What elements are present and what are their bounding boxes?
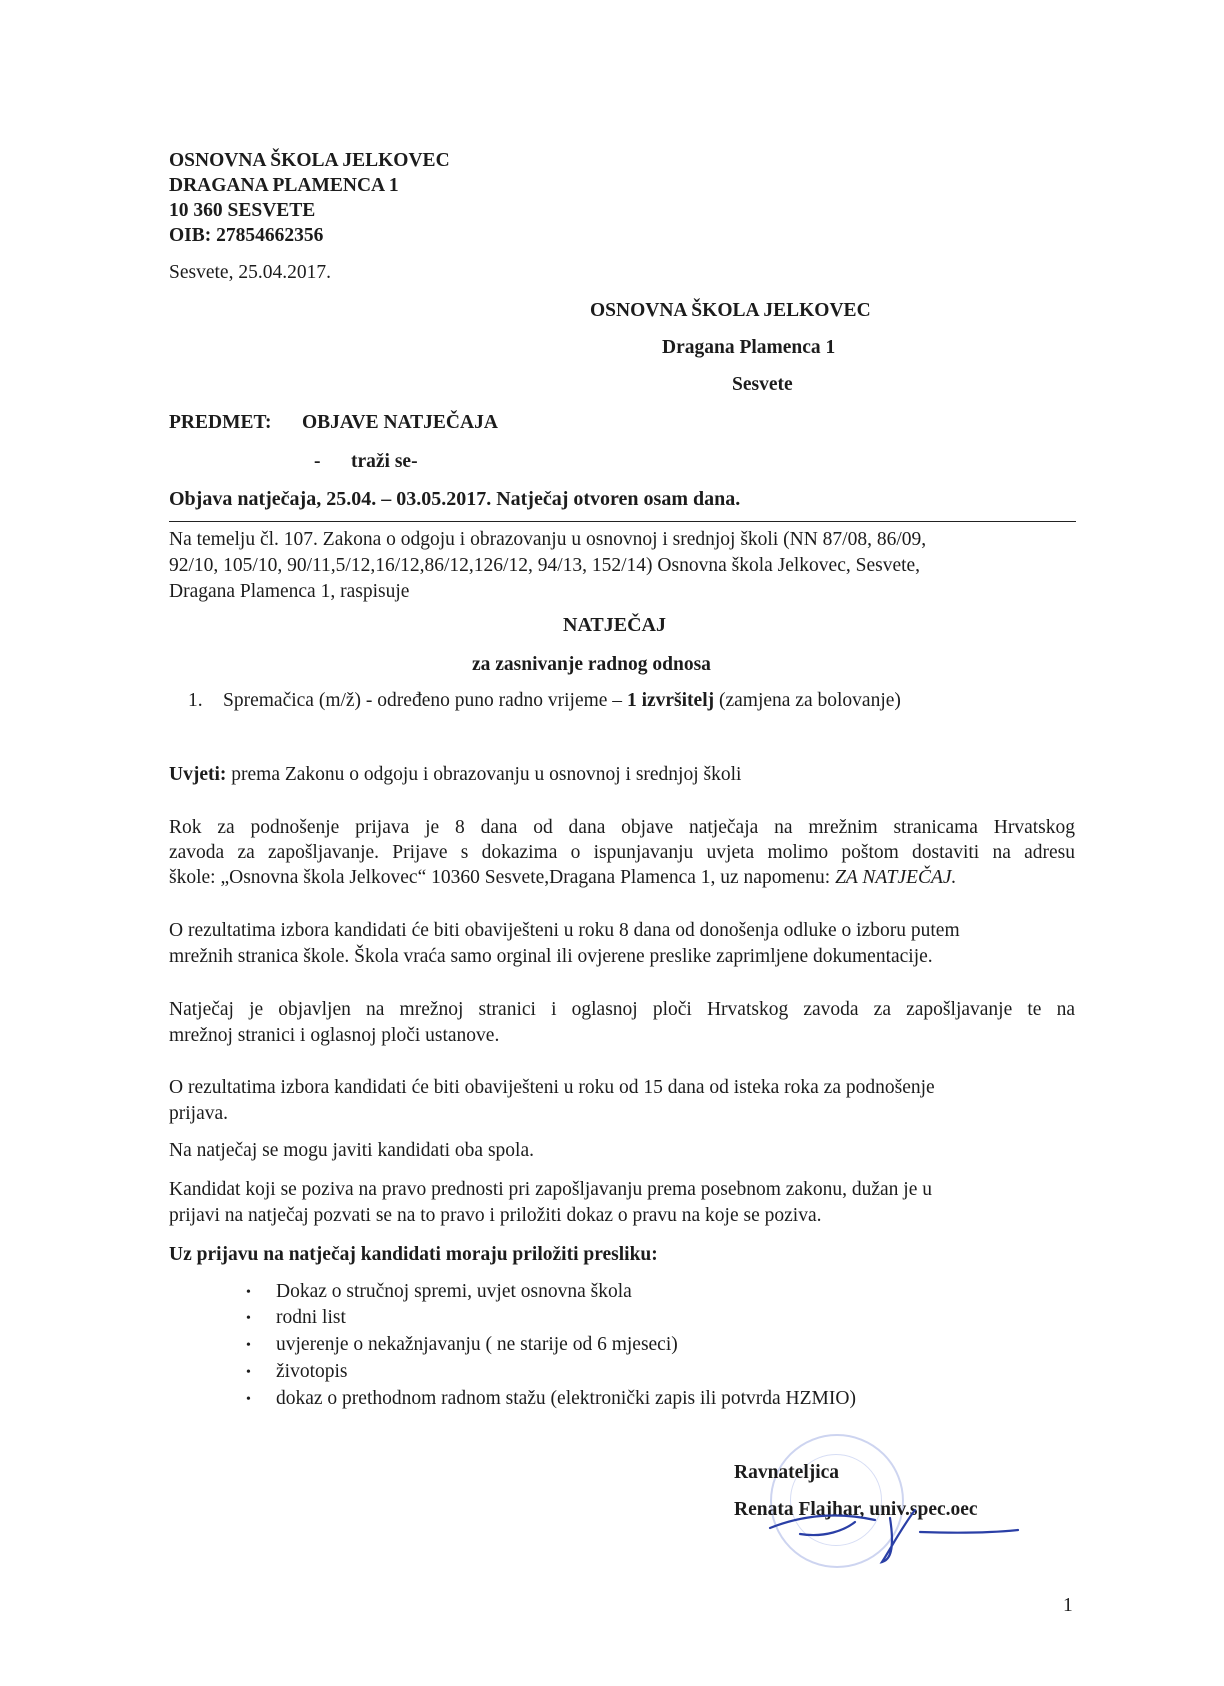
results2-line-1: O rezultatima izbora kandidati će biti obaviješteni u roku od 15 dana od isteka roka za podnošenje — [169, 1077, 935, 1098]
signature-name: Renata Flajhar, univ.spec.oec — [734, 1499, 978, 1520]
gender-note: Na natječaj se mogu javiti kandidati oba spola. — [169, 1140, 534, 1161]
subject-sub: traži se- — [351, 451, 418, 472]
sender-street: DRAGANA PLAMENCA 1 — [169, 175, 399, 196]
conditions-label: Uvjeti: — [169, 764, 227, 785]
list-item: Dokaz o stručnoj spremi, uvjet osnovna škola — [276, 1281, 632, 1302]
position-item — [223, 690, 901, 712]
announcement: Objava natječaja, 25.04. – 03.05.2017. Natječaj otvoren osam dana. — [169, 488, 741, 510]
results2-line-2: prijava. — [169, 1103, 229, 1124]
intro-line-2: 92/10, 105/10, 90/11,5/12,16/12,86/12,126/12, 94/13, 152/14) Osnovna škola Jelkovec, Sesvete, — [169, 555, 921, 576]
attachments-heading: Uz prijavu na natječaj kandidati moraju priložiti presliku: — [169, 1244, 658, 1265]
deadline-text: škole: „Osnovna škola Jelkovec“ 10360 Sesvete,Dragana Plamenca 1, uz napomenu: — [169, 867, 831, 888]
list-item: rodni list — [276, 1307, 346, 1328]
letter-date: Sesvete, 25.04.2017. — [169, 262, 331, 283]
results1-line-2: mrežnih stranica škole. Škola vraća samo orginal ili ovjerene preslike zaprimljene dokumentacije. — [169, 946, 933, 967]
page-number: 1 — [1063, 1595, 1073, 1616]
deadline-note: ZA NATJEČAJ. — [835, 867, 957, 888]
bullet-icon: • — [246, 1365, 251, 1380]
sender-city: 10 360 SESVETE — [169, 200, 316, 221]
bullet-icon: • — [246, 1338, 251, 1353]
published-line-1: Natječaj je objavljen na mrežnoj stranici i oglasnoj ploči Hrvatskog zavoda za zapošljavanje te na — [169, 999, 1075, 1020]
subject-label: PREDMET: — [169, 412, 272, 433]
list-item: životopis — [276, 1361, 348, 1382]
recipient-name: OSNOVNA ŠKOLA JELKOVEC — [590, 300, 871, 321]
deadline-line-2: zavoda za zapošljavanje. Prijave s dokazima o ispunjavanju uvjeta molimo poštom dostaviti na adresu — [169, 842, 1075, 863]
intro-line-1: Na temelju čl. 107. Zakona o odgoju i obrazovanju u osnovnoj i srednjoj školi (NN 87/08, 86/09, — [169, 529, 927, 550]
sender-oib: OIB: 27854662356 — [169, 225, 324, 246]
bullet-icon: • — [246, 1311, 251, 1326]
deadline-line-1: Rok za podnošenje prijava je 8 dana od dana objave natječaja na mrežnim stranicama Hrvatskog — [169, 817, 1075, 838]
document-subtitle: za zasnivanje radnog odnosa — [472, 654, 711, 675]
priority-line-1: Kandidat koji se poziva na pravo prednosti pri zapošljavanju prema posebnom zakonu, dužan je u — [169, 1179, 932, 1200]
handwritten-signature — [740, 1490, 1020, 1570]
subject-dash: - — [314, 451, 321, 472]
position-text-b: (zamjena za bolovanje) — [718, 690, 901, 711]
list-item: dokaz o prethodnom radnom stažu (elektronički zapis ili potvrda HZMIO) — [276, 1388, 856, 1409]
divider — [169, 521, 1076, 522]
deadline-line-3 — [169, 867, 956, 889]
signature-role: Ravnateljica — [734, 1462, 840, 1483]
bullet-icon: • — [246, 1285, 251, 1300]
subject-text: OBJAVE NATJEČAJA — [302, 412, 498, 433]
sender-name: OSNOVNA ŠKOLA JELKOVEC — [169, 150, 450, 171]
conditions — [169, 764, 741, 786]
position-count: 1 izvršitelj — [626, 690, 715, 711]
recipient-city: Sesvete — [732, 374, 793, 395]
published-line-2: mrežnoj stranici i oglasnoj ploči ustanove. — [169, 1025, 500, 1046]
bullet-icon: • — [246, 1392, 251, 1407]
position-number: 1. — [188, 690, 203, 711]
position-text-a: Spremačica (m/ž) - određeno puno radno vrijeme – — [223, 690, 623, 711]
recipient-street: Dragana Plamenca 1 — [662, 337, 836, 358]
document-title: NATJEČAJ — [563, 614, 666, 636]
list-item: uvjerenje o nekažnjavanju ( ne starije od 6 mjeseci) — [276, 1334, 678, 1355]
conditions-text: prema Zakonu o odgoju i obrazovanju u osnovnoj i srednjoj školi — [231, 764, 742, 785]
results1-line-1: O rezultatima izbora kandidati će biti obaviješteni u roku 8 dana od donošenja odluke o izboru putem — [169, 920, 960, 941]
intro-line-3: Dragana Plamenca 1, raspisuje — [169, 581, 410, 602]
priority-line-2: prijavi na natječaj pozvati se na to pravo i priložiti dokaz o pravu na koje se poziva. — [169, 1205, 822, 1226]
